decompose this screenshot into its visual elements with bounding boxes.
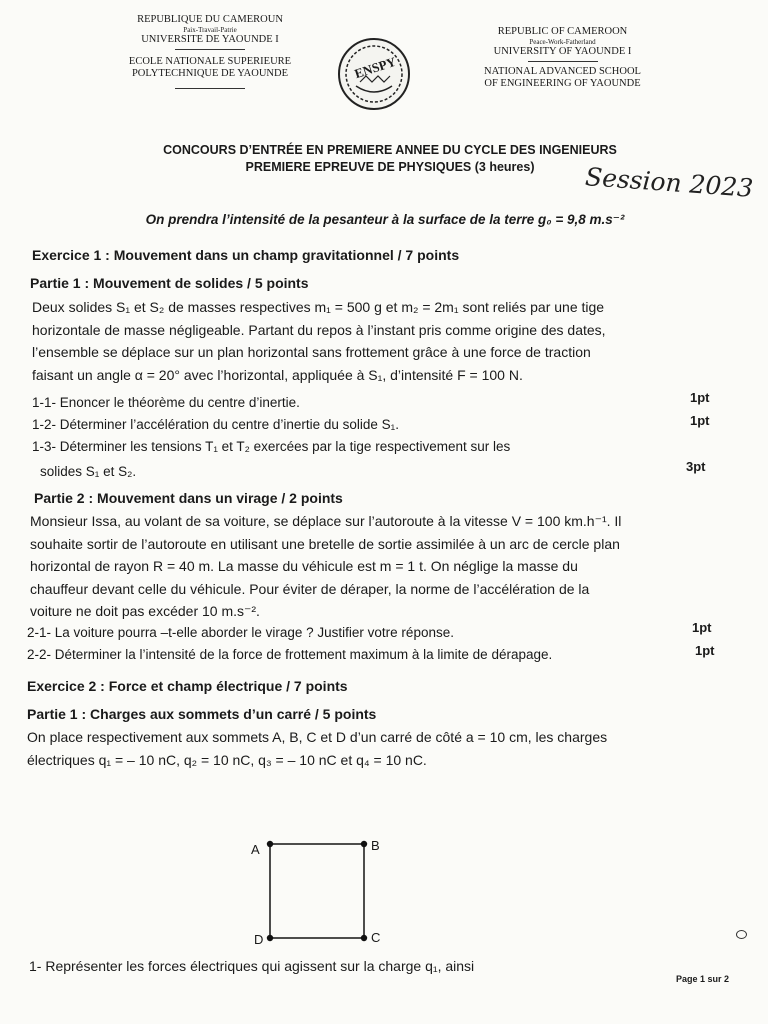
question-1-3-line1: 1-3- Déterminer les tensions T₁ et T₂ exercées par la tige respectivement sur les: [32, 439, 511, 454]
header-left-motto: Paix-Travail-Patrie: [183, 26, 237, 34]
ex1-p2-line2: souhaite sortir de l’autoroute en utilisant une bretelle de sortie assimilée à un arc de cercle plan: [30, 535, 620, 552]
vertex-c-label: C: [371, 930, 381, 945]
header-left-school-line2: POLYTECHNIQUE DE YAOUNDE: [131, 68, 289, 79]
exercise-2-heading: Exercice 2 : Force et champ électrique / 7 points: [27, 678, 348, 694]
header-left-divider: [175, 49, 245, 50]
ex1-part1-heading: Partie 1 : Mouvement de solides / 5 points: [30, 275, 309, 291]
question-1-3-line2: solides S₁ et S₂.: [40, 464, 137, 479]
header-right-school-line1: NATIONAL ADVANCED SCHOOL: [484, 66, 641, 77]
vertex-a-label: A: [251, 842, 260, 857]
vertex-d-dot: [267, 935, 273, 941]
ex1-p2-line3: horizontal de rayon R = 40 m. La masse du véhicule est m = 1 t. On néglige la masse du: [30, 558, 578, 574]
exam-title-line2: PREMIERE EPREUVE DE PHYSIQUES (3 heures): [245, 160, 535, 174]
header-left-divider-2: [175, 88, 245, 89]
header-right-motto: Peace-Work-Fatherland: [529, 38, 596, 46]
handwritten-session: Session 2023: [584, 162, 755, 203]
ex1-part1-text: [32, 296, 732, 386]
ex1-part2-heading: Partie 2 : Mouvement dans un virage / 2 points: [34, 490, 343, 506]
ex2-question-1: 1- Représenter les forces électriques qui agissent sur la charge q₁, ainsi: [29, 958, 475, 974]
ex2-part1-text: [27, 726, 737, 771]
question-2-2: 2-2- Déterminer la l’intensité de la force de frottement maximum à la limite de dérapage.: [27, 647, 553, 662]
header-left-university: UNIVERSITE DE YAOUNDE I: [141, 34, 279, 45]
square-outline: [270, 844, 364, 938]
exam-title-line1: CONCOURS D’ENTRÉE EN PREMIERE ANNEE DU CYCLE DES INGENIEURS: [163, 143, 617, 157]
logo-text: ENSPY: [352, 53, 398, 82]
header-left-school-line1: ECOLE NATIONALE SUPERIEURE: [128, 56, 292, 67]
question-1-1-points: 1pt: [690, 390, 710, 405]
ex1-p2-line1: Monsieur Issa, au volant de sa voiture, se déplace sur l’autoroute à la vitesse V = 100 km.h⁻¹. Il: [30, 513, 622, 529]
header-left: [95, 14, 325, 92]
header-right-divider: [528, 61, 598, 62]
header-left-country: REPUBLIQUE DU CAMEROUN: [137, 14, 283, 25]
question-1-3-points: 3pt: [686, 459, 706, 474]
question-2-1: 2-1- La voiture pourra –t-elle aborder le virage ? Justifier votre réponse.: [27, 625, 454, 640]
stray-mark: [736, 930, 747, 939]
exercise-1-heading: Exercice 1 : Mouvement dans un champ gravitationnel / 7 points: [32, 247, 460, 263]
ex1-p1-line2: horizontale de masse négligeable. Partant du repos à l’instant pris comme origine des dates,: [32, 321, 606, 338]
ex1-part2-text: [30, 510, 740, 623]
ex2-p1-line2: électriques q₁ = – 10 nC, q₂ = 10 nC, q₃ = – 10 nC et q₄ = 10 nC.: [27, 751, 427, 768]
page-number: Page 1 sur 2: [676, 974, 730, 984]
header-right-school-line2: OF ENGINEERING OF YAOUNDE: [484, 78, 641, 89]
ex2-p1-line1: On place respectivement aux sommets A, B, C et D d’un carré de côté a = 10 cm, les charges: [27, 729, 608, 745]
ex1-p1-line1: Deux solides S₁ et S₂ de masses respectives m₁ = 500 g et m₂ = 2m₁ sont reliés par une tige: [32, 299, 605, 315]
gravity-note: On prendra l’intensité de la pesanteur à la surface de la terre g₀ = 9,8 m.s⁻²: [145, 212, 625, 227]
square-diagram: [245, 832, 390, 952]
enspy-logo: [336, 36, 412, 112]
header-right-country: REPUBLIC OF CAMEROON: [497, 26, 628, 37]
question-1-2-points: 1pt: [690, 413, 710, 428]
ex1-p1-line4: faisant un angle α = 20° avec l’horizontal, appliquée à S₁, d’intensité F = 100 N.: [32, 366, 523, 383]
ex1-p2-line5: voiture ne doit pas excéder 10 m.s⁻².: [30, 603, 260, 619]
vertex-b-dot: [361, 841, 367, 847]
vertex-d-label: D: [254, 932, 264, 947]
ex1-p1-line3: l’ensemble se déplace sur un plan horizontal sans frottement grâce à une force de traction: [32, 344, 591, 360]
question-1-2: 1-2- Déterminer l’accélération du centre d’inertie du solide S₁.: [32, 417, 399, 432]
question-2-2-points: 1pt: [695, 643, 715, 658]
ex1-p2-line4: chauffeur devant celle du véhicule. Pour éviter de déraper, la norme de l’accélération de la: [30, 580, 590, 597]
header-right-university: UNIVERSITY OF YAOUNDE I: [493, 46, 632, 57]
vertex-c-dot: [361, 935, 367, 941]
vertex-b-label: B: [371, 838, 380, 853]
vertex-a-dot: [267, 841, 273, 847]
question-1-1: 1-1- Enoncer le théorème du centre d’inertie.: [32, 395, 300, 410]
ex2-part1-heading: Partie 1 : Charges aux sommets d’un carré / 5 points: [27, 706, 377, 722]
question-2-1-points: 1pt: [692, 620, 712, 635]
header-right: [455, 26, 670, 90]
